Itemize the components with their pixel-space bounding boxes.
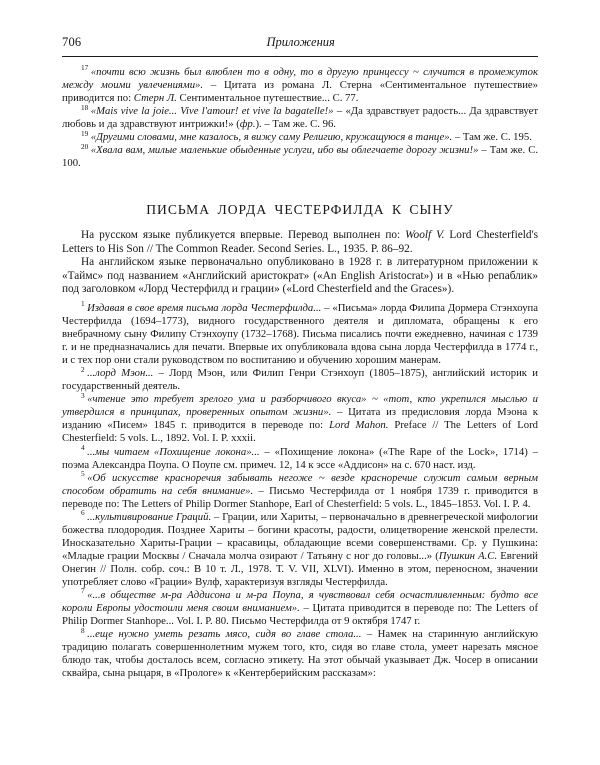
footnote-text: «Mais vive la joie... Vive l'amour! et vive la bagatelle!» – «Да здравствует радость... Да здравствует любовь и да здравствуют интрижки!» (фр.). – Там же. С. 96. <box>62 105 538 131</box>
running-title: Приложения <box>266 35 335 49</box>
footnote-entry <box>62 141 539 170</box>
footnote-text: «Хвала вам, милые маленькие обыденные услуги, ибо вы облегчаете дорогу жизни!» – Там же. С. 100. <box>62 144 539 170</box>
footnote-text: ...лорд Мэон... – Лорд Мэон, или Филип Генри Стэнхоуп (1805–1875), английский историк и государственный деятель. <box>62 367 538 393</box>
footnote-entry <box>62 102 538 131</box>
section-title: ПИСЬМА ЛОРДА ЧЕСТЕРФИЛДА К СЫНУ <box>146 202 454 217</box>
footnote-text: ...культивирование Граций. – Грации, или Хариты, – первоначально в древнегреческой мифологии божества плодородия. Позднее Хариты – богини красоты, радости, олицетворение женской прелести. Иносказательно Хариты-Грации – красавицы, обладающие всеми совершенствами. Ср. у Пушкина: «Младые грации Москвы / Сначала молча озирают / Татьяну с ног до головы...» (Пушкин А.С. Евгений Онегин // Полн. собр. соч.: В 10 т. Л., 1978. Т. V. VII, XLVI). Именно в этом, переносном, значении употребляет слово «Грации» Вулф, характеризуя взгляды Честерфилда. <box>62 510 539 588</box>
headnote-paragraph: На английском языке первоначально опубликовано в 1928 г. в литературном приложении к «Таймс» под названием «Английский аристократ» («An English Aristocrat») и в «Нью репаблик» под заголовком «Лорд Честерфилд и грации» («Lord Chesterfield and the Graces»). <box>62 256 538 296</box>
footnote-text: ...мы читаем «Похищение локона»... – «Похищение локона» («The Rape of the Lock», 1714) – поэма Александра Поупа. О Поупе см. примеч. 12, 14 к эссе «Аддисон» на с. 670 наст. изд. <box>62 445 539 471</box>
footnote-number: 19 <box>81 128 89 138</box>
footnote-text: Издавая в свое время письма лорда Честерфилда... – «Письма» лорда Филипа Дормера Стэнхоупа Честерфилда (1694–1773), видного государственного деятеля и дипломата, обращены к его внебрачному сыну Филипу Стэнхоупу (1732–1768). Письма писались почти ежедневно, начиная с 1739 г. и не предназначались для печати. Впервые их опубликовала вдова сына лорда Честерфилда в 1774 г., и с тех пор они стали руководством по воспитанию и обучению хорошим манерам. <box>62 302 538 367</box>
footnote-number: 6 <box>81 508 85 518</box>
footnote-number: 18 <box>81 102 89 112</box>
footnote-text: «Другими словами, мне казалось, я вижу саму Религию, кружащуюся в танце». – Там же. С. 195. <box>90 131 532 144</box>
headnote-paragraph: На русском языке публикуется впервые. Перевод выполнен по: Woolf V. Lord Chesterfield's Letters to His Son // The Common Reader. Second Series. L., 1935. P. 86–92. <box>62 229 538 255</box>
commentary-entry <box>62 625 538 680</box>
commentary-block <box>62 299 539 680</box>
footnote-entry <box>62 128 538 144</box>
footnote-number: 7 <box>81 586 85 596</box>
header-rule <box>62 56 538 57</box>
headnote-block <box>62 229 538 297</box>
footnote-number: 8 <box>81 625 85 635</box>
footnote-number: 3 <box>81 390 85 400</box>
commentary-entry <box>62 299 538 367</box>
footnote-text: «...в обществе м-ра Аддисона и м-ра Поупа, я чувствовал себя осчастливленным: будто все короли Европы удостоили меня своим вниманием». – Цитата приводится в переводе по: The Letters of Philip Dormer Stanhope... Vol. I. P. 80. Письмо Честерфилда от 9 октября 1747 г. <box>62 589 538 628</box>
footnote-text: «чтение это требует зрелого ума и разборчивого вкуса» ~ «тот, кто укрепился мыслью и утвердился в принципах, проверенных опытом жизни». – Цитата из предисловия лорда Мэона к изданию «Писем» 1845 г. приводится в переводе по: Lord Mahon. Preface // The Letters of Lord Chesterfield: 5 vols. L., 1892. Vol. I. P. xxxii. <box>62 393 539 445</box>
commentary-entry <box>62 364 538 393</box>
running-head <box>62 36 538 49</box>
commentary-entry <box>62 469 538 511</box>
footnote-number: 4 <box>81 442 85 452</box>
footnote-text: «почти всю жизнь был влюблен то в одну, то в другую принцессу ~ случится в промежуток между моими увлечениями». – Цитата из романа Л. Стерна «Сентиментальное путешествие» приводится по: Стерн Л. Сентиментальное путешествие... С. 77. <box>62 66 538 105</box>
commentary-entry <box>62 508 539 589</box>
commentary-entry <box>62 390 539 445</box>
footnote-text: «Об искусстве красноречия забывать негоже ~ везде красноречие служит самым верным способом обратить на себя внимание». – Письмо Честерфилда от 1 ноября 1739 г. приводится в переводе по: The Letters of Philip Dormer Stanhope, Earl of Chesterfield: 5 vols. L., 1845–1853. Vol. I. P. 4. <box>62 471 538 510</box>
footnote-number: 20 <box>81 141 89 151</box>
footnote-number: 2 <box>81 364 85 374</box>
footnote-entry <box>62 63 538 105</box>
top-notes-block <box>62 63 539 170</box>
footnote-number: 1 <box>81 299 85 309</box>
commentary-entry <box>62 586 538 628</box>
footnote-text: ...еще нужно уметь резать мясо, сидя во главе стола... – Намек на старинную английскую традицию полагать совершеннолетним мужем того, кто, сидя во главе стола, умеет нарезать мясное блюдо так, чтобы досталось всем, согласно этикету. На этот обычай указывает Дж. Чосер в описании сквайра, сына рыцаря, в «Прологе» к «Кентерберийским рассказам»: <box>62 628 538 680</box>
footnote-number: 5 <box>81 469 85 479</box>
commentary-entry <box>62 442 539 472</box>
footnote-number: 17 <box>81 63 89 73</box>
page-number: 706 <box>62 35 82 49</box>
